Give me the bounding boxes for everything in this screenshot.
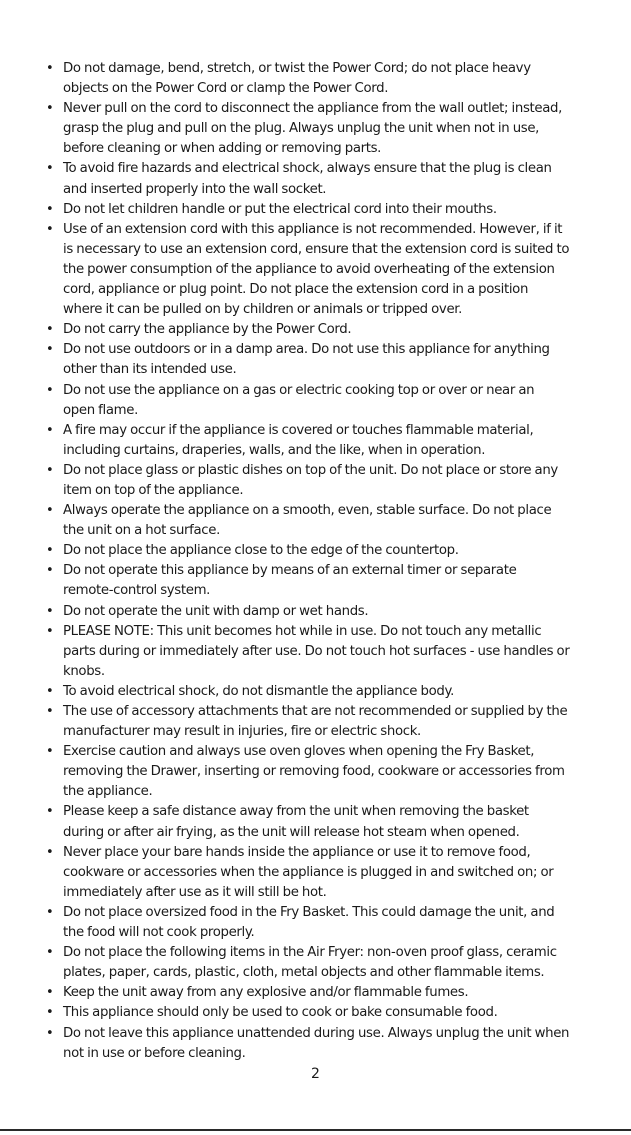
- list-item-text: Do not place the following items in the Air Fryer: non-oven proof glass, ceramic plates, paper, cards, plastic, cloth, metal objects and other flammable items.: [63, 945, 557, 981]
- bullet-icon: •: [46, 603, 54, 619]
- list-item: [44, 220, 574, 320]
- list-item-text: This appliance should only be used to cook or bake consumable food.: [63, 1005, 498, 1021]
- list-item-text: Do not operate this appliance by means of an external timer or separate remote-control system.: [63, 563, 517, 599]
- list-item-text: A fire may occur if the appliance is covered or touches flammable material, including curtains, draperies, walls, and the like, when in operation.: [63, 422, 534, 458]
- bullet-icon: •: [46, 1005, 54, 1021]
- list-item: [44, 381, 574, 421]
- bullet-icon: •: [46, 904, 54, 920]
- list-item: [44, 99, 574, 159]
- list-item: [44, 983, 574, 1003]
- list-item: [44, 702, 574, 742]
- list-item: [44, 742, 574, 802]
- list-item: [44, 421, 574, 461]
- list-item-text: Do not leave this appliance unattended during use. Always unplug the unit when not in use or before cleaning.: [63, 1025, 570, 1061]
- list-item: [44, 903, 574, 943]
- list-item-text: To avoid fire hazards and electrical shock, always ensure that the plug is clean and inserted properly into the wall socket.: [63, 161, 552, 197]
- list-item-text: Do not damage, bend, stretch, or twist the Power Cord; do not place heavy objects on the Power Cord or clamp the Power Cord.: [63, 61, 531, 97]
- bullet-icon: •: [46, 804, 54, 820]
- safety-instructions-list: [44, 59, 574, 1064]
- list-item-text: Never pull on the cord to disconnect the appliance from the wall outlet; instead, grasp the plug and pull on the plug. Always unplug the unit when not in use, before cleaning or when adding or removing parts.: [63, 101, 563, 157]
- bullet-icon: •: [46, 462, 54, 478]
- bullet-icon: •: [46, 101, 54, 117]
- bullet-icon: •: [46, 945, 54, 961]
- list-item-text: The use of accessory attachments that are not recommended or supplied by the manufacturer may result in injuries, fire or electric shock.: [63, 704, 568, 740]
- bullet-icon: •: [46, 503, 54, 519]
- bullet-icon: •: [46, 683, 54, 699]
- list-item-text: Do not operate the unit with damp or wet hands.: [63, 603, 369, 619]
- bullet-icon: •: [46, 422, 54, 438]
- list-item-text: Do not place glass or plastic dishes on top of the unit. Do not place or store any item on top of the appliance.: [63, 462, 558, 498]
- list-item-text: Do not carry the appliance by the Power Cord.: [63, 322, 352, 338]
- bullet-icon: •: [46, 623, 54, 639]
- list-item-text: Do not place oversized food in the Fry Basket. This could damage the unit, and the food will not cook properly.: [63, 904, 555, 941]
- bullet-icon: •: [46, 201, 54, 217]
- bullet-icon: •: [46, 342, 54, 358]
- list-item-text: Do not use the appliance on a gas or electric cooking top or over or near an open flame.: [63, 382, 535, 418]
- list-item-text: Do not let children handle or put the electrical cord into their mouths.: [63, 201, 497, 217]
- list-item-text: To avoid electrical shock, do not dismantle the appliance body.: [63, 683, 454, 699]
- list-item: [44, 561, 574, 601]
- bottom-divider: [0, 1129, 631, 1131]
- list-item-text: Please keep a safe distance away from the unit when removing the basket during or after air frying, as the unit will release hot steam when opened.: [63, 804, 529, 840]
- list-item-text: Use of an extension cord with this appliance is not recommended. However, if it is necessary to use an extension cord, ensure that the extension cord is suited to the power consumption of the appliance to avoid overheating of the extension cord, appliance or plug point. Do not place the extension cord in a position where it can be pulled on by children or animals or tripped over.: [63, 221, 570, 318]
- list-item: [44, 501, 574, 541]
- bullet-icon: •: [46, 744, 54, 760]
- list-item: [44, 1003, 574, 1023]
- list-item: [44, 1024, 574, 1064]
- list-item: [44, 843, 574, 903]
- list-item-text: PLEASE NOTE: This unit becomes hot while in use. Do not touch any metallic parts during or immediately after use. Do not touch hot surfaces - use handles or knobs.: [63, 623, 570, 679]
- list-item: [44, 802, 574, 842]
- list-item: [44, 200, 574, 220]
- bullet-icon: •: [46, 563, 54, 579]
- bullet-icon: •: [46, 221, 54, 237]
- page-number: 2: [311, 1066, 320, 1082]
- bullet-icon: •: [46, 844, 54, 860]
- bullet-icon: •: [46, 704, 54, 719]
- list-item: [44, 622, 574, 682]
- bullet-icon: •: [46, 1025, 54, 1041]
- list-item: [44, 320, 574, 340]
- bullet-icon: •: [46, 543, 54, 559]
- list-item: [44, 461, 574, 501]
- list-item: [44, 682, 574, 702]
- list-item: [44, 943, 574, 983]
- list-item: [44, 59, 574, 99]
- list-item: [44, 340, 574, 380]
- list-item: [44, 159, 574, 199]
- list-item: [44, 541, 574, 561]
- bullet-icon: •: [46, 61, 54, 76]
- list-item: [44, 602, 574, 622]
- bullet-icon: •: [46, 382, 54, 398]
- bullet-icon: •: [46, 322, 54, 338]
- list-item-text: Do not use outdoors or in a damp area. Do not use this appliance for anything other than its intended use.: [63, 342, 550, 378]
- list-item-text: Never place your bare hands inside the appliance or use it to remove food, cookware or accessories when the appliance is plugged in and switched on; or immediately after use as it will still be hot.: [63, 844, 554, 900]
- list-item-text: Exercise caution and always use oven gloves when opening the Fry Basket, removing the Drawer, inserting or removing food, cookware or accessories from the appliance.: [63, 744, 565, 800]
- list-item-text: Always operate the appliance on a smooth, even, stable surface. Do not place the unit on a hot surface.: [63, 503, 552, 539]
- list-item-text: Do not place the appliance close to the edge of the countertop.: [63, 543, 459, 559]
- bullet-icon: •: [46, 985, 54, 1001]
- bullet-icon: •: [46, 161, 54, 177]
- list-item-text: Keep the unit away from any explosive and/or flammable fumes.: [63, 985, 469, 1001]
